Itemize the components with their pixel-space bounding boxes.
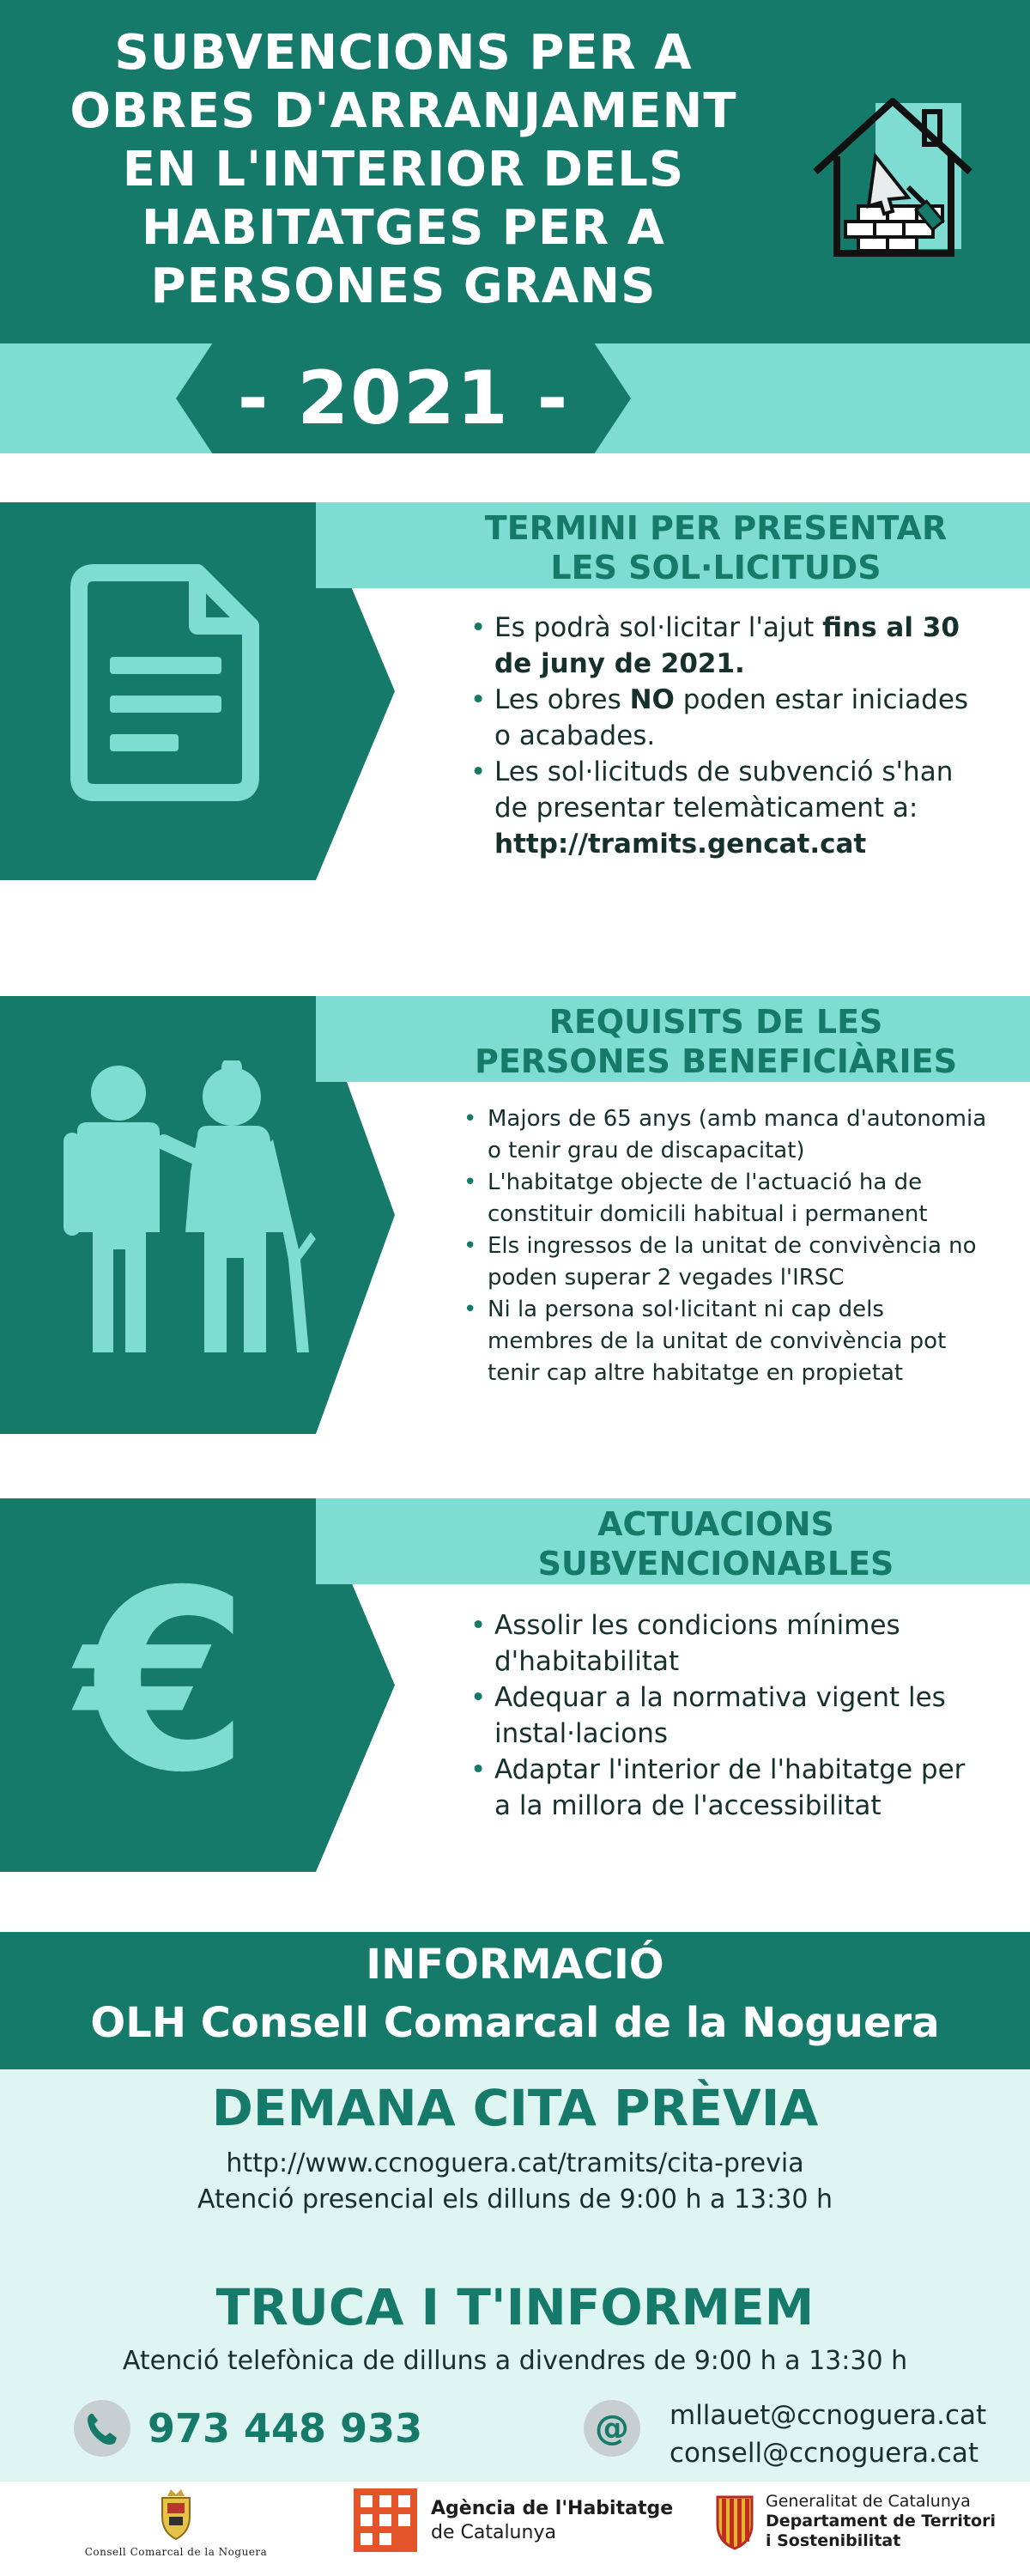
title-line: SUBVENCIONS PER A (114, 25, 693, 81)
item-text: Les obres (494, 684, 630, 715)
item-text: poden estar iniciades o acabades. (494, 684, 969, 751)
list-item: • Adaptar l'interior de l'habitatge per a la millora de l'accessibilitat (470, 1752, 985, 1824)
phone-icon (74, 2400, 130, 2457)
agencia-line-2: de Catalunya (431, 2522, 556, 2543)
item-text: Es podrà sol·licitar l'ajut (494, 612, 823, 643)
section-deadline-list (470, 610, 985, 862)
appointment-hours: Atenció presencial els dilluns de 9:00 h a 13:30 h (197, 2184, 833, 2215)
list-item: • Ni la persona sol·licitant ni cap dels membres de la unitat de convivència pot tenir cap altre habitatge en propietat (464, 1294, 996, 1389)
section-actions-list (470, 1607, 985, 1824)
list-item (470, 682, 985, 754)
list-item (470, 610, 985, 682)
generalitat-logo (714, 2490, 1006, 2559)
phone-icon-badge (74, 2400, 130, 2457)
section-deadline-heading (402, 508, 1030, 587)
agencia-habitatge-logo (354, 2488, 680, 2557)
email-link[interactable]: consell@ccnoguera.cat (670, 2438, 978, 2469)
elderly-couple-icon (60, 1060, 318, 1370)
list-item (470, 754, 985, 862)
coat-of-arms-icon (157, 2488, 195, 2541)
generalitat-line-2: Departament de Territori (766, 2512, 996, 2530)
title-line: EN L'INTERIOR DELS (122, 142, 685, 197)
item-bold-text: NO (629, 684, 675, 715)
page-title (34, 24, 772, 316)
list-item: • Adequar a la normativa vigent les instal·lacions (470, 1680, 985, 1752)
title-line: PERSONES GRANS (150, 258, 657, 314)
item-text: Les sol·licituds de subvenció s'han de presentar telemàticament a: (494, 756, 954, 823)
generalitat-emblem-icon (714, 2494, 755, 2550)
heading-line: PERSONES BENEFICIÀRIES (474, 1042, 958, 1080)
list-item: • Els ingressos de la unitat de convivència no poden superar 2 vegades l'IRSC (464, 1230, 996, 1294)
consell-logo-text: Consell Comarcal de la Noguera (84, 2546, 268, 2558)
appointment-heading: DEMANA CITA PRÈVIA (211, 2079, 819, 2137)
consell-comarcal-logo (64, 2488, 288, 2569)
title-line: HABITATGES PER A (141, 200, 666, 256)
section-actions-heading (402, 1504, 1030, 1583)
email-icon-badge (584, 2400, 640, 2457)
call-heading: TRUCA I T'INFORMEM (215, 2278, 815, 2336)
info-title: INFORMACIÓ (366, 1941, 664, 1989)
email-link[interactable]: mllauet@ccnoguera.cat (670, 2400, 987, 2431)
at-sign-icon: @ (595, 2409, 629, 2448)
generalitat-line-1: Generalitat de Catalunya (766, 2492, 971, 2511)
appointment-link[interactable]: http://www.ccnoguera.cat/tramits/cita-previa (226, 2148, 804, 2178)
euro-icon: € (76, 1538, 250, 1827)
list-item: • L'habitatge objecte de l'actuació ha de constituir domicili habitual i permanent (464, 1167, 996, 1230)
agencia-grid-icon (354, 2488, 417, 2552)
phone-number[interactable]: 973 448 933 (148, 2405, 423, 2451)
title-line: OBRES D'ARRANJAMENT (70, 83, 737, 139)
house-brick-trowel-icon (807, 86, 1013, 266)
list-item: • Assolir les condicions mínimes d'habitabilitat (470, 1607, 985, 1680)
agencia-line-1: Agència de l'Habitatge (431, 2498, 674, 2519)
heading-line: SUBVENCIONABLES (537, 1545, 894, 1583)
list-item: • Majors de 65 anys (amb manca d'autonomia o tenir grau de discapacitat) (464, 1103, 996, 1167)
document-icon (69, 562, 262, 803)
item-bold-text: fins al 30 de juny de 2021. (494, 612, 960, 679)
item-bold-text: http://tramits.gencat.cat (494, 829, 867, 860)
heading-line: TERMINI PER PRESENTAR (484, 509, 948, 547)
info-organization: OLH Consell Comarcal de la Noguera (90, 1999, 940, 2047)
heading-line: ACTUACIONS (597, 1505, 834, 1543)
generalitat-line-3: i Sostenibilitat (766, 2531, 901, 2550)
heading-line: LES SOL·LICITUDS (550, 549, 882, 586)
heading-line: REQUISITS DE LES (548, 1003, 883, 1041)
call-hours: Atenció telefònica de dilluns a divendres de 9:00 h a 13:30 h (122, 2346, 908, 2376)
section-requirements-list (464, 1103, 996, 1389)
year-label: - 2021 - (237, 355, 570, 441)
section-requirements-heading (402, 1002, 1030, 1081)
